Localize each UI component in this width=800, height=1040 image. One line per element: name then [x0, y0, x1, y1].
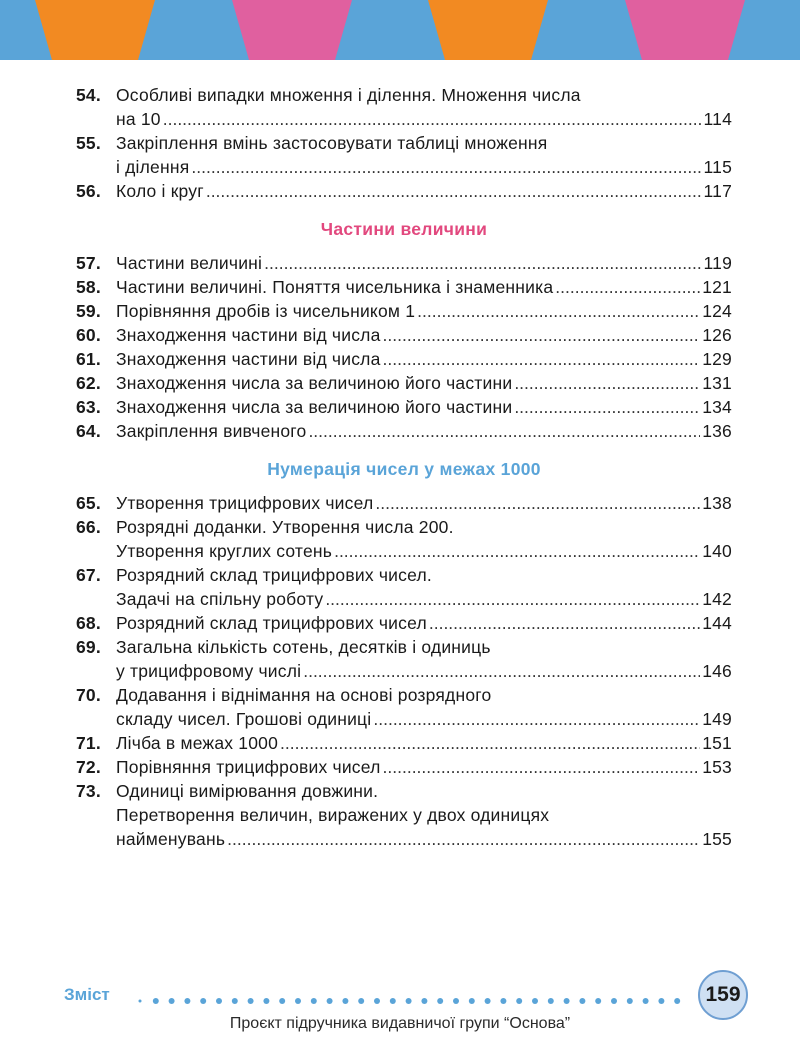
- footer-dot: [279, 998, 285, 1004]
- entry-number: 55.: [76, 133, 101, 153]
- footer-dot: [153, 998, 159, 1004]
- entry-title: на 10: [116, 109, 161, 129]
- entry-number: 54.: [76, 85, 101, 105]
- entry-page: 146: [702, 661, 732, 681]
- leader-dots: [417, 299, 700, 323]
- footer-dot: [390, 998, 396, 1004]
- footer-dot: [627, 998, 633, 1004]
- entry-title: Утворення трицифрових чисел: [116, 493, 374, 513]
- entry-title: Закріплення вивченого: [116, 421, 307, 441]
- entry-title-line: Розрядні доданки. Утворення числа 200.: [116, 517, 454, 537]
- leader-dots: [383, 347, 701, 371]
- leader-dots: [429, 611, 700, 635]
- leader-dots: [280, 731, 700, 755]
- entry-number: 70.: [76, 685, 101, 705]
- leader-dots: [514, 395, 700, 419]
- leader-dots: [375, 491, 700, 515]
- toc-entry-72[interactable]: [76, 755, 732, 779]
- entry-number: 59.: [76, 301, 101, 321]
- entry-title: Коло і круг: [116, 181, 204, 201]
- entry-title-line: Одиниці вимірювання довжини.: [116, 781, 379, 801]
- top-decorative-banner: [0, 0, 800, 60]
- entry-number: 64.: [76, 421, 101, 441]
- entry-page: 138: [702, 493, 732, 513]
- entry-title: Знаходження числа за величиною його частини: [116, 373, 513, 393]
- entry-number: 61.: [76, 349, 101, 369]
- entry-page: 121: [702, 277, 732, 297]
- leader-dots: [163, 107, 702, 131]
- leader-dots: [206, 179, 702, 203]
- footer-dot: [374, 998, 380, 1004]
- banner-trapezoid-pink: [625, 0, 745, 60]
- leader-dots: [383, 323, 701, 347]
- footer-dotted-line: [136, 997, 692, 1005]
- entry-number: 63.: [76, 397, 101, 417]
- leader-dots: [308, 419, 700, 443]
- entry-title-line: Закріплення вмінь застосовувати таблиці множення: [116, 133, 548, 153]
- entry-number: 66.: [76, 517, 101, 537]
- leader-dots: [325, 587, 700, 611]
- footer-dot: [216, 998, 222, 1004]
- toc-entry-69[interactable]: [76, 635, 732, 683]
- footer-dot: [485, 998, 491, 1004]
- footer-contents-label: Зміст: [64, 985, 110, 1004]
- table-of-contents: [76, 83, 732, 851]
- footer-dot: [611, 998, 617, 1004]
- entry-page: 117: [703, 181, 732, 201]
- entry-title: найменувань: [116, 829, 226, 849]
- entry-number: 56.: [76, 181, 101, 201]
- toc-entry-68[interactable]: [76, 611, 732, 635]
- entry-title: Знаходження частини від числа: [116, 325, 381, 345]
- leader-dots: [514, 371, 700, 395]
- footer-dot: [516, 998, 522, 1004]
- entry-title: у трицифровому числі: [116, 661, 302, 681]
- entry-page: 144: [702, 613, 732, 633]
- footer-dot: [327, 998, 333, 1004]
- leader-dots: [555, 275, 700, 299]
- banner-trapezoid-pink: [232, 0, 352, 60]
- entry-number: 69.: [76, 637, 101, 657]
- entry-page: 140: [702, 541, 732, 561]
- entry-page: 134: [702, 397, 732, 417]
- footer-dot: [311, 998, 317, 1004]
- entry-page: 142: [702, 589, 732, 609]
- entry-title: Порівняння трицифрових чисел: [116, 757, 381, 777]
- footer-dot: [643, 998, 649, 1004]
- entry-title: Знаходження числа за величиною його частини: [116, 397, 513, 417]
- leader-dots: [191, 155, 701, 179]
- entry-page: 151: [702, 733, 732, 753]
- toc-entry-66[interactable]: [76, 515, 732, 563]
- footer-dot: [406, 998, 412, 1004]
- section-title-parts-of-quantity: Частини величини: [320, 219, 488, 239]
- entry-title-line: Додавання і віднімання на основі розрядного: [116, 685, 492, 705]
- toc-entry-73[interactable]: [76, 779, 732, 851]
- footer-dot: [263, 998, 269, 1004]
- entry-page: 155: [702, 829, 732, 849]
- footer-dot: [469, 998, 475, 1004]
- leader-dots: [383, 755, 701, 779]
- toc-entry-62[interactable]: [76, 371, 732, 395]
- toc-entry-70[interactable]: [76, 683, 732, 731]
- entry-title-line: Особливі випадки множення і ділення. Множення числа: [116, 85, 581, 105]
- banner-trapezoid-orange: [428, 0, 548, 60]
- entry-title-line: Розрядний склад трицифрових чисел.: [116, 565, 432, 585]
- footer-dot: [437, 998, 443, 1004]
- entry-title: Утворення круглих сотень: [116, 541, 333, 561]
- toc-entry-60[interactable]: [76, 323, 732, 347]
- entry-title: Знаходження частини від числа: [116, 349, 381, 369]
- toc-entry-54[interactable]: [76, 83, 732, 131]
- entry-title: складу чисел. Грошові одиниці: [116, 709, 372, 729]
- footer-dot: [579, 998, 585, 1004]
- toc-entry-71[interactable]: [76, 731, 732, 755]
- entry-title-line: Загальна кількість сотень, десятків і одиниць: [116, 637, 491, 657]
- footer-dot: [358, 998, 364, 1004]
- footer-dot: [595, 998, 601, 1004]
- leader-dots: [334, 539, 700, 563]
- footer-dot: [674, 998, 680, 1004]
- footer-dot: [200, 998, 206, 1004]
- leader-dots: [373, 707, 700, 731]
- footer-dot: [342, 998, 348, 1004]
- toc-entry-63[interactable]: [76, 395, 732, 419]
- footer-dot: [548, 998, 554, 1004]
- entry-number: 71.: [76, 733, 101, 753]
- entry-page: 136: [702, 421, 732, 441]
- footer-dot: [421, 998, 427, 1004]
- entry-title: Лічба в межах 1000: [116, 733, 279, 753]
- footer-dot: [658, 998, 664, 1004]
- entry-page: 153: [702, 757, 732, 777]
- toc-entry-67[interactable]: [76, 563, 732, 611]
- footer-dot: [248, 998, 254, 1004]
- footer-dot: [184, 998, 190, 1004]
- footer-dot: [169, 998, 175, 1004]
- leader-dots: [227, 827, 700, 851]
- footer-dot: [139, 1000, 142, 1003]
- entry-title: Задачі на спільну роботу: [116, 589, 324, 609]
- entry-page: 114: [703, 109, 732, 129]
- publisher-note: Проєкт підручника видавничої групи “Основа”: [229, 1015, 571, 1032]
- leader-dots: [264, 251, 701, 275]
- entry-title: Порівняння дробів із чисельником 1: [116, 301, 416, 321]
- entry-title-line: Перетворення величин, виражених у двох одиницях: [116, 805, 550, 825]
- entry-page: 124: [702, 301, 732, 321]
- footer-dot: [532, 998, 538, 1004]
- entry-number: 67.: [76, 565, 101, 585]
- toc-entry-55[interactable]: [76, 131, 732, 179]
- toc-entry-58[interactable]: [76, 275, 732, 299]
- entry-page: 149: [702, 709, 732, 729]
- entry-page: 126: [702, 325, 732, 345]
- toc-entry-61[interactable]: [76, 347, 732, 371]
- footer-dot: [295, 998, 301, 1004]
- page-number-badge: 159: [698, 970, 748, 1020]
- footer-dot: [500, 998, 506, 1004]
- entry-page: 119: [703, 253, 732, 273]
- entry-number: 58.: [76, 277, 101, 297]
- toc-entry-59[interactable]: [76, 299, 732, 323]
- entry-number: 60.: [76, 325, 101, 345]
- footer-dot: [232, 998, 238, 1004]
- toc-entry-65[interactable]: [76, 491, 732, 515]
- entry-number: 73.: [76, 781, 101, 801]
- toc-entry-57[interactable]: [76, 251, 732, 275]
- entry-number: 72.: [76, 757, 101, 777]
- entry-number: 62.: [76, 373, 101, 393]
- entry-title: Частини величині: [116, 253, 263, 273]
- entry-page: 129: [702, 349, 732, 369]
- entry-number: 57.: [76, 253, 101, 273]
- entry-number: 65.: [76, 493, 101, 513]
- entry-number: 68.: [76, 613, 101, 633]
- toc-entry-56[interactable]: [76, 179, 732, 203]
- entry-page: 115: [703, 157, 732, 177]
- banner-trapezoid-orange: [35, 0, 155, 60]
- entry-title: Розрядний склад трицифрових чисел: [116, 613, 427, 633]
- toc-entry-64[interactable]: [76, 419, 732, 443]
- section-title-numbering-to-1000: Нумерація чисел у межах 1000: [267, 459, 541, 479]
- footer-dot: [453, 998, 459, 1004]
- entry-title: і ділення: [116, 157, 190, 177]
- entry-title: Частини величині. Поняття чисельника і знаменника: [116, 277, 554, 297]
- footer-dot: [564, 998, 570, 1004]
- entry-page: 131: [702, 373, 732, 393]
- leader-dots: [303, 659, 700, 683]
